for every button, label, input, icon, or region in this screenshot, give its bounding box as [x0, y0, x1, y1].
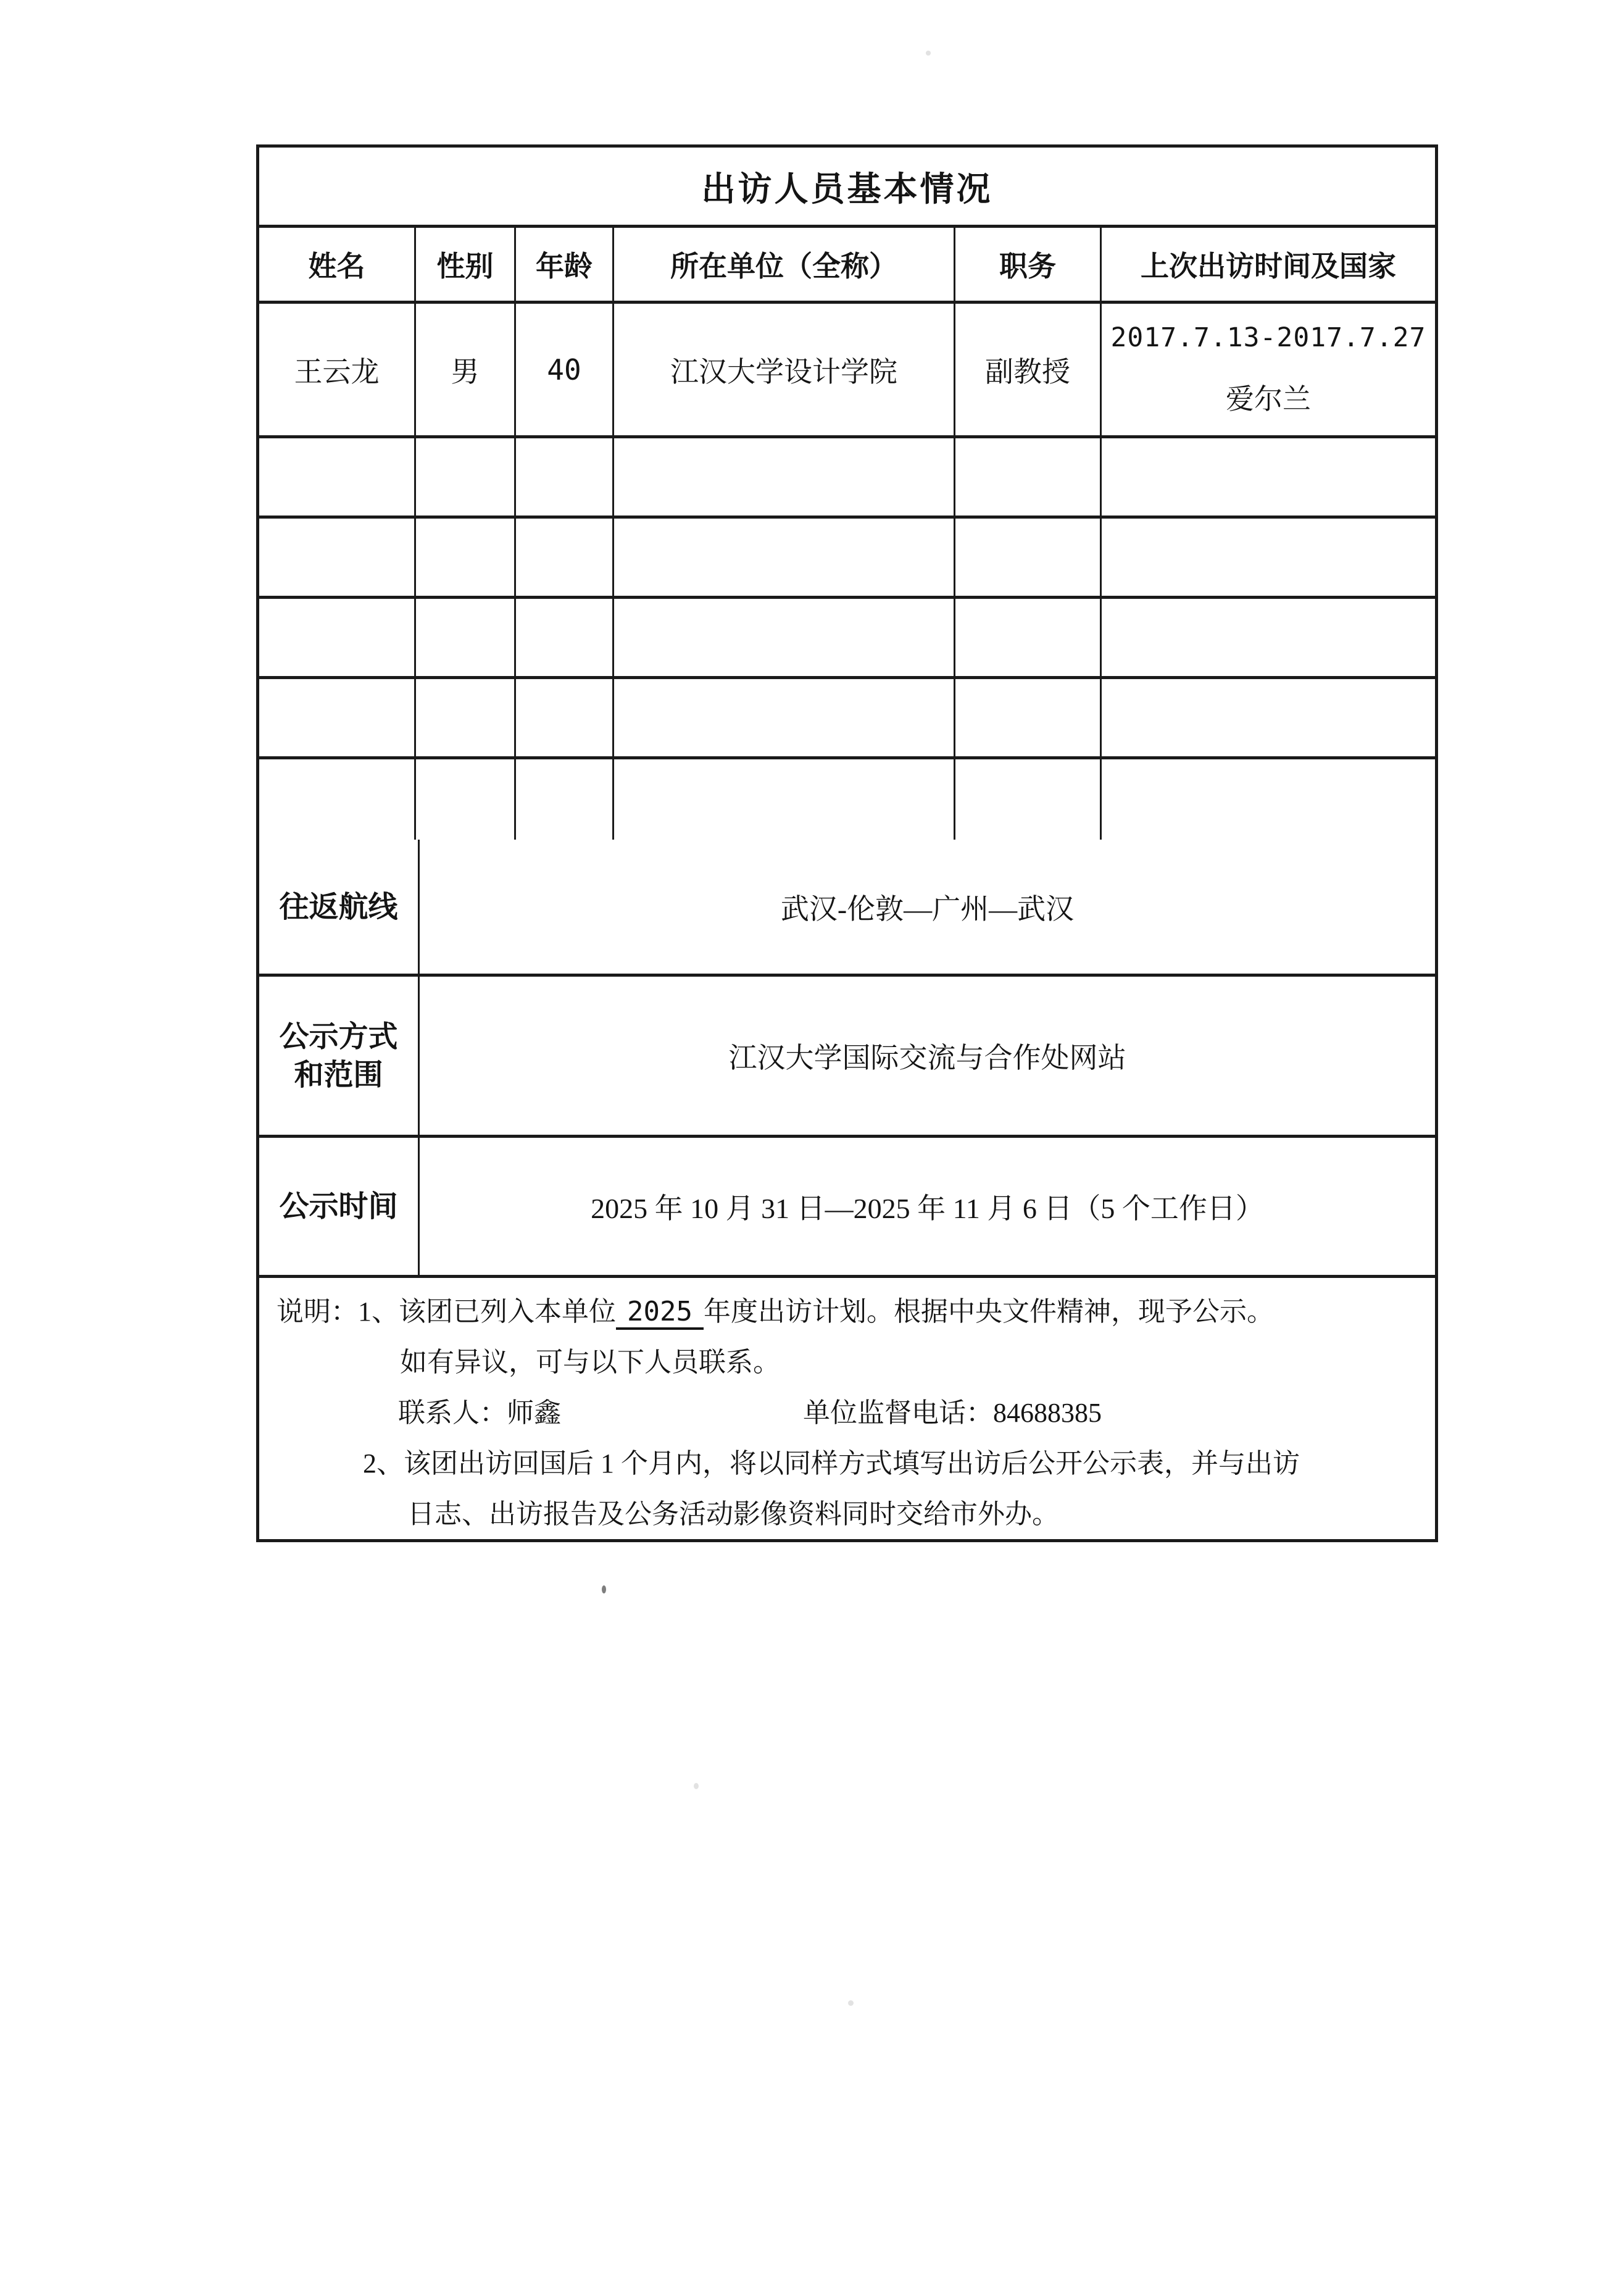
- header-unit: 所在单位（全称）: [614, 228, 955, 301]
- person-age: 40: [516, 304, 614, 435]
- empty-cell: [516, 599, 614, 676]
- person-last-visit-dates: 2017.7.13-2017.7.27: [1110, 322, 1426, 353]
- route-label: 往返航线: [259, 840, 420, 974]
- empty-cell: [614, 679, 955, 756]
- empty-table-row: [259, 438, 1435, 519]
- table-row-person: [259, 304, 1435, 438]
- route-value: 武汉-伦敦—广州—武汉: [780, 893, 1075, 925]
- empty-cell: [955, 679, 1102, 756]
- empty-cell: [516, 519, 614, 596]
- publicity-method-row: [259, 977, 1435, 1138]
- header-name: 姓名: [259, 228, 416, 301]
- empty-cell: [614, 759, 955, 840]
- notes-supervision-phone: 单位监督电话：84688385: [803, 1398, 1102, 1428]
- empty-cell: [416, 759, 516, 840]
- empty-cell: [516, 679, 614, 756]
- empty-cell: [614, 438, 955, 516]
- empty-cell: [955, 599, 1102, 676]
- publicity-time-value: 2025 年 10 月 31 日—2025 年 11 月 6 日（5 个工作日）: [591, 1193, 1264, 1224]
- empty-cell: [416, 679, 516, 756]
- empty-cell: [516, 438, 614, 516]
- notes-line-2: 如有异议，可与以下人员联系。: [400, 1347, 780, 1377]
- form-title-row: [259, 148, 1435, 228]
- empty-cell: [614, 519, 955, 596]
- notes-year-underlined: 2025: [616, 1296, 704, 1330]
- empty-cell: [416, 438, 516, 516]
- scan-speck: [926, 51, 931, 56]
- person-gender: 男: [416, 304, 516, 435]
- empty-cell: [955, 519, 1102, 596]
- empty-table-row: [259, 679, 1435, 759]
- empty-cell: [259, 599, 416, 676]
- notes-contact-person: 联系人：师鑫: [398, 1398, 561, 1428]
- empty-cell: [955, 759, 1102, 840]
- person-unit: 江汉大学设计学院: [614, 304, 955, 435]
- header-gender: 性别: [416, 228, 516, 301]
- empty-table-row: [259, 599, 1435, 679]
- empty-cell: [1102, 438, 1435, 516]
- scan-speck: [848, 2000, 854, 2006]
- notes-line-3: [259, 1388, 1435, 1438]
- empty-cell: [1102, 519, 1435, 596]
- empty-cell: [416, 519, 516, 596]
- notes-section: [259, 1278, 1435, 1539]
- publicity-time-label: 公示时间: [259, 1138, 420, 1275]
- person-position: 副教授: [955, 304, 1102, 435]
- person-last-visit: [1102, 304, 1435, 435]
- scan-speck: [694, 1783, 699, 1789]
- empty-cell: [259, 679, 416, 756]
- empty-cell: [1102, 599, 1435, 676]
- table-header-row: [259, 228, 1435, 304]
- empty-cell: [1102, 679, 1435, 756]
- empty-cell: [259, 759, 416, 840]
- empty-cell: [416, 599, 516, 676]
- notes-line-1: [259, 1287, 1435, 1337]
- person-name: 王云龙: [259, 304, 416, 435]
- empty-cell: [614, 599, 955, 676]
- form-title: 出访人员基本情况: [701, 169, 993, 209]
- empty-table-row: [259, 759, 1435, 840]
- publicity-time-row: [259, 1138, 1435, 1278]
- publicity-method-label-line1: 公示方式: [279, 1019, 398, 1054]
- header-last-visit: 上次出访时间及国家: [1141, 249, 1396, 283]
- empty-cell: [259, 438, 416, 516]
- empty-cell: [955, 438, 1102, 516]
- empty-cell: [1102, 759, 1435, 840]
- notes-line-1-suffix: 年度出访计划。根据中央文件精神，现予公示。: [703, 1296, 1274, 1327]
- empty-cell: [259, 519, 416, 596]
- empty-table-row: [259, 519, 1435, 599]
- notes-line-5: 日志、出访报告及公务活动影像资料同时交给市外办。: [407, 1499, 1059, 1529]
- visit-publicity-form: [256, 144, 1438, 1542]
- empty-cell: [516, 759, 614, 840]
- empty-rows-container: [259, 438, 1435, 840]
- notes-line-4: 2、该团出访回国后 1 个月内，将以同样方式填写出访后公开公示表，并与出访: [363, 1448, 1300, 1479]
- publicity-method-value: 江汉大学国际交流与合作处网站: [728, 1042, 1126, 1074]
- header-position: 职务: [955, 228, 1102, 301]
- person-last-visit-country: 爱尔兰: [1226, 383, 1311, 415]
- header-age: 年龄: [516, 228, 614, 301]
- route-row: [259, 840, 1435, 977]
- scan-speck: [602, 1585, 606, 1593]
- publicity-method-label-line2: 和范围: [294, 1058, 383, 1092]
- publicity-method-label: [259, 977, 420, 1135]
- notes-line-1-prefix: 说明：1、该团已列入本单位: [277, 1296, 616, 1327]
